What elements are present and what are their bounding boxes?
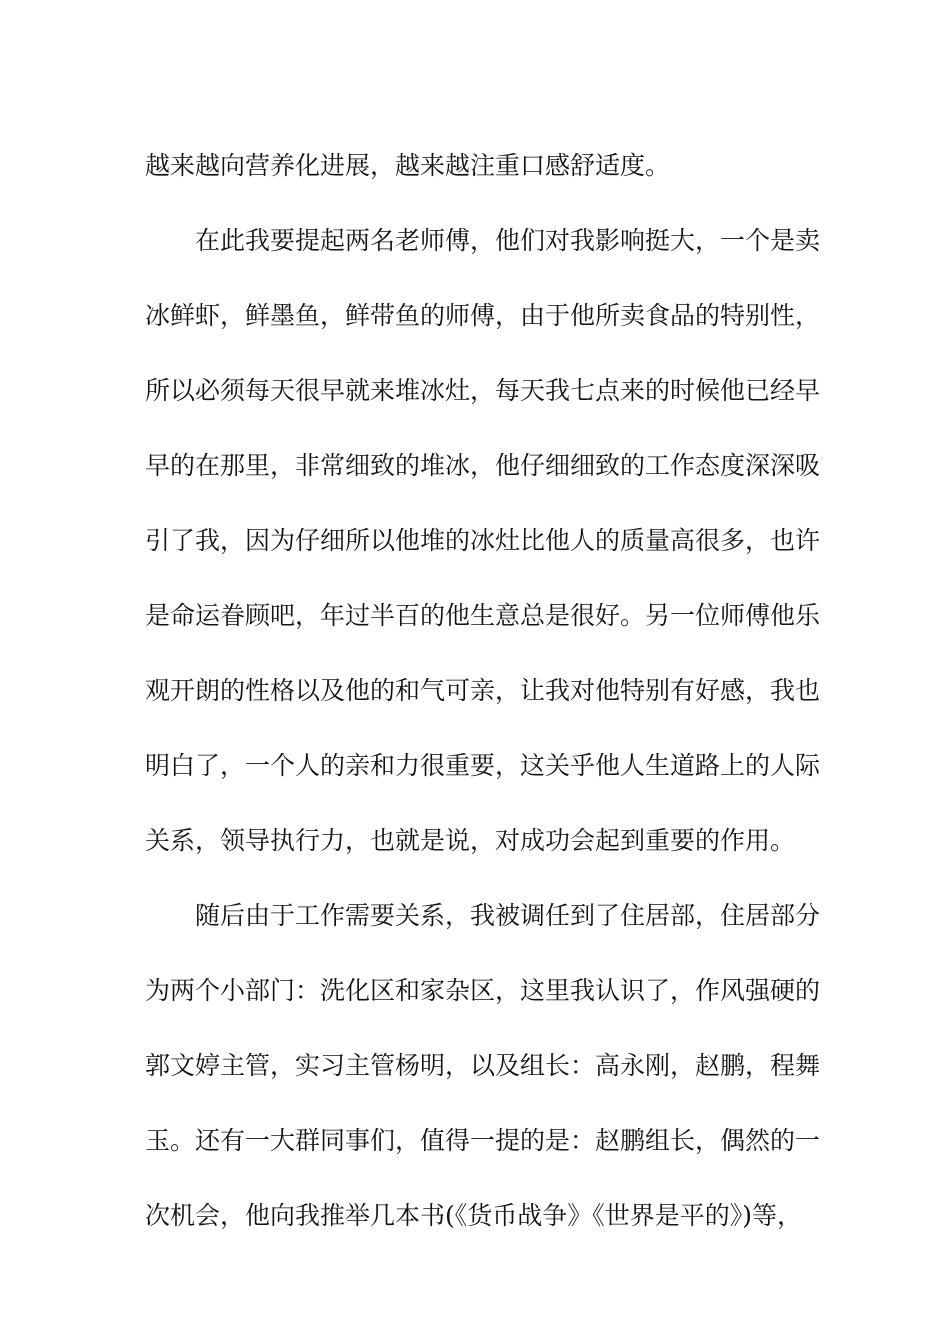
text-line: 引了我，因为仔细所以他堆的冰灶比他人的质量高很多，也许 bbox=[145, 526, 821, 555]
document-body-text bbox=[145, 128, 821, 1253]
text-line: 观开朗的性格以及他的和气可亲，让我对他特别有好感，我也 bbox=[145, 676, 821, 705]
text-line: 关系，领导执行力，也就是说，对成功会起到重要的作用。 bbox=[145, 826, 796, 855]
text-line: 早的在那里，非常细致的堆冰，他仔细细致的工作态度深深吸 bbox=[145, 451, 821, 480]
paragraph-first-line: 在此我要提起两名老师傅，他们对我影响挺大，一个是卖 bbox=[195, 226, 821, 255]
text-line: 越来越向营养化进展，越来越注重口感舒适度。 bbox=[145, 151, 671, 180]
text-line: 明白了，一个人的亲和力很重要，这关乎他人生道路上的人际 bbox=[145, 751, 821, 780]
text-line: 为两个小部门：洗化区和家杂区，这里我认识了，作风强硬的 bbox=[145, 976, 821, 1005]
text-line: 是命运眷顾吧，年过半百的他生意总是很好。另一位师傅他乐 bbox=[145, 601, 821, 630]
text-line: 郭文婷主管，实习主管杨明，以及组长：高永刚，赵鹏，程舞 bbox=[145, 1051, 821, 1080]
paragraph-first-line: 随后由于工作需要关系，我被调任到了住居部，住居部分 bbox=[195, 901, 821, 930]
text-line: 次机会，他向我推举几本书(《货币战争》《世界是平的》)等， bbox=[145, 1201, 803, 1230]
text-line: 玉。还有一大群同事们，值得一提的是：赵鹏组长，偶然的一 bbox=[145, 1126, 821, 1155]
text-line: 所以必须每天很早就来堆冰灶，每天我七点来的时候他已经早 bbox=[145, 376, 821, 405]
text-line: 冰鲜虾，鲜墨鱼，鲜带鱼的师傅，由于他所卖食品的特别性， bbox=[145, 301, 821, 330]
